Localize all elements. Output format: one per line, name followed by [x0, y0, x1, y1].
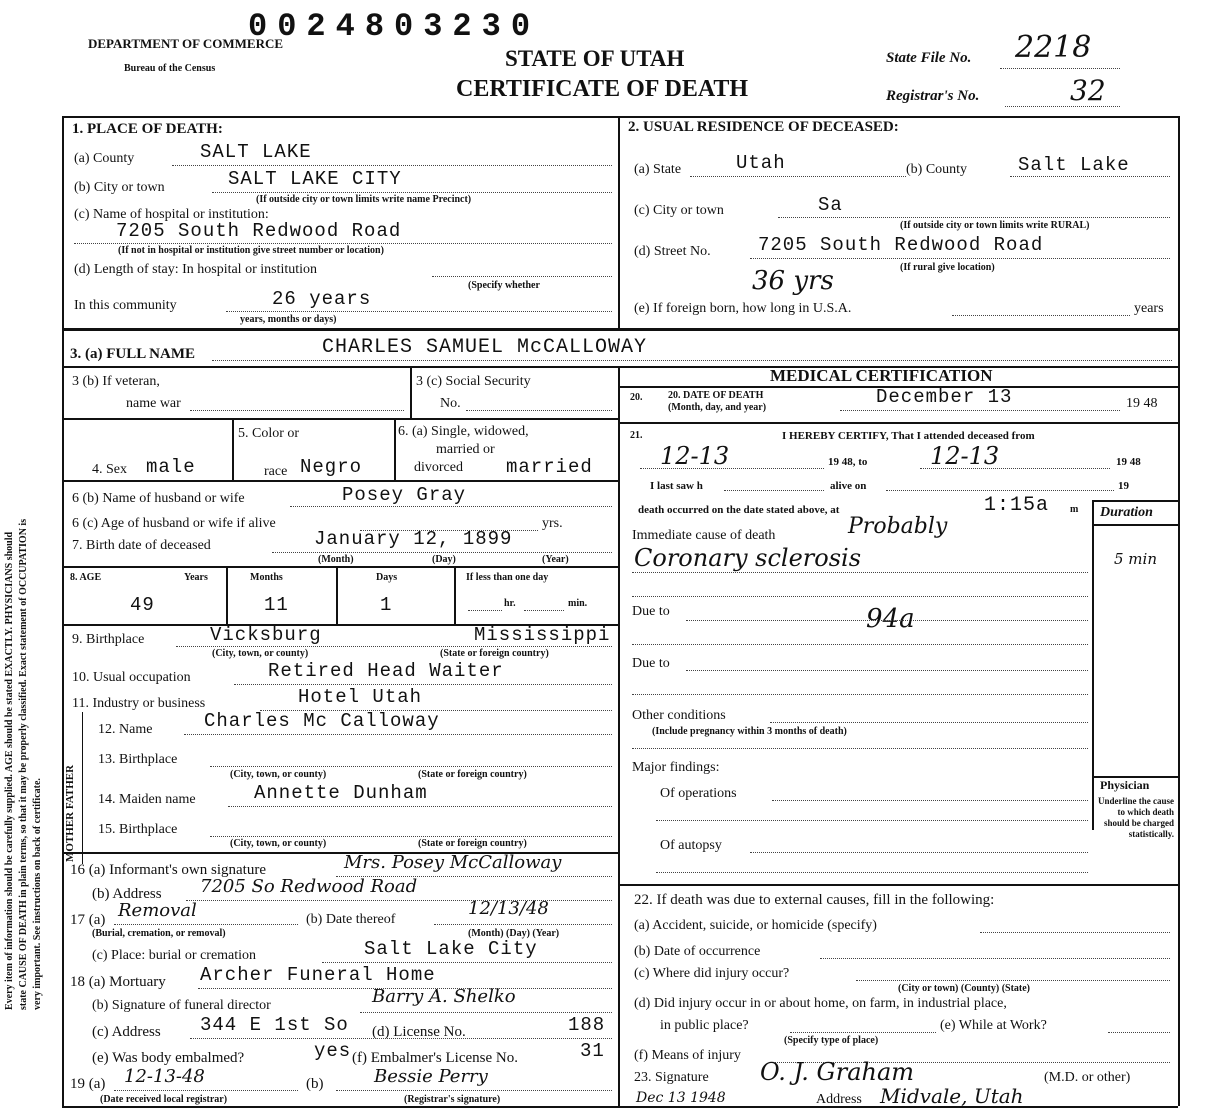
external-f: (f) Means of injury	[634, 1048, 741, 1063]
attended-to-year: 19 48	[1116, 456, 1141, 468]
marital-label-3: divorced	[414, 460, 463, 475]
external-d: (d) Did injury occur in or about home, on farm, in industrial place,	[634, 996, 1007, 1011]
full-name-label: 3. (a) FULL NAME	[70, 346, 195, 362]
signature-address-label: Address	[816, 1092, 862, 1107]
yrs-label: yrs.	[542, 516, 563, 531]
other-conditions-label: Other conditions	[632, 708, 726, 723]
age-less-label: If less than one day	[466, 572, 549, 583]
death-time-m: m	[1070, 504, 1079, 515]
industry-label: 11. Industry or business	[72, 696, 206, 711]
res-street-note: (If rural give location)	[900, 262, 995, 273]
director-signature: Barry A. Shelko	[372, 986, 516, 1007]
veteran-label: 3 (b) If veteran,	[72, 374, 160, 389]
age-label: 8. AGE	[70, 572, 102, 583]
embalmed-label: (e) Was body embalmed?	[92, 1050, 245, 1066]
res-county-value: Salt Lake	[1018, 154, 1130, 176]
physician-note: Underline the cause to which death should be charged statistically.	[1098, 796, 1174, 839]
external-e: (e) While at Work?	[940, 1018, 1047, 1033]
birth-value: January 12, 1899	[314, 528, 513, 550]
stay-label: (d) Length of stay: In hospital or institution	[74, 262, 318, 277]
place-value: Salt Lake City	[364, 938, 538, 960]
birth-year: (Year)	[542, 554, 569, 565]
cause-duration: 5 min	[1114, 550, 1157, 568]
burial-date-note: (Month) (Day) (Year)	[468, 928, 560, 939]
res-county-label: (b) County	[906, 162, 968, 177]
burial-note: (Burial, cremation, or removal)	[92, 928, 226, 939]
mother-maiden: Annette Dunham	[254, 782, 428, 804]
res-city-note: (If outside city or town limits write RURAL)	[900, 220, 1090, 231]
director-label: (b) Signature of funeral director	[92, 998, 271, 1013]
side-instruction-2: state CAUSE OF DEATH in plain terms, so that it may be properly classified. Exact statement of OCCUPATION is	[18, 518, 29, 1010]
age-months: 11	[264, 594, 289, 616]
age-years-label: Years	[184, 572, 208, 583]
age-days-label: Days	[376, 572, 398, 583]
burial-value: Removal	[118, 900, 197, 921]
birth-day: (Day)	[432, 554, 456, 565]
mother-birth-state-note: (State or foreign country)	[418, 838, 527, 849]
dod-num: 20.	[630, 392, 643, 403]
residence-heading: 2. USUAL RESIDENCE OF DECEASED:	[628, 119, 899, 135]
hospital-label: (c) Name of hospital or institution:	[74, 207, 269, 222]
birth-state-note: (State or foreign country)	[440, 648, 549, 659]
state-file-value: 2218	[1015, 30, 1092, 65]
registrar-no-label: Registrar's No.	[886, 88, 980, 104]
ss-label: 3 (c) Social Security	[416, 374, 531, 389]
spouse-label: 6 (b) Name of husband or wife	[72, 491, 245, 506]
attended-from: 12-13	[660, 442, 730, 470]
registrar-sig-label: (b)	[306, 1076, 324, 1092]
full-name-value: CHARLES SAMUEL McCALLOWAY	[322, 336, 648, 359]
external-d2: in public place?	[660, 1018, 749, 1033]
father-birth-label: 13. Birthplace	[98, 752, 178, 767]
age-hr: hr.	[504, 598, 516, 609]
county-label: (a) County	[74, 151, 135, 166]
spouse-age-label: 6 (c) Age of husband or wife if alive	[72, 516, 276, 531]
external-c-note: (City or town) (County) (State)	[898, 983, 1031, 994]
side-instruction-1: Every item of information should be carefully supplied. AGE should be stated EXACTLY. PHYSICIANS should	[4, 531, 15, 1010]
signature-address: Midvale, Utah	[880, 1084, 1024, 1108]
dod-year: 19 48	[1126, 396, 1158, 411]
certify-text: I HEREBY CERTIFY, That I attended deceased from	[782, 430, 1035, 442]
mother-birth-label: 15. Birthplace	[98, 822, 178, 837]
state-title: STATE OF UTAH	[505, 46, 685, 71]
birth-state: Mississippi	[474, 624, 611, 646]
foreign-label: (e) If foreign born, how long in U.S.A.	[634, 301, 852, 316]
external-heading: 22. If death was due to external causes, fill in the following:	[634, 892, 995, 908]
specify-note: (Specify whether	[468, 280, 540, 291]
serial-number: 0024803230	[248, 8, 541, 45]
foreign-note-handwritten: 36 yrs	[752, 266, 834, 296]
external-d-note: (Specify type of place)	[784, 1035, 879, 1046]
father-name-label: 12. Name	[98, 722, 153, 737]
hospital-note: (If not in hospital or institution give street number or location)	[118, 245, 384, 256]
duration-label: Duration	[1100, 505, 1153, 520]
certificate-title: CERTIFICATE OF DEATH	[456, 76, 749, 102]
dod-value: December 13	[876, 386, 1013, 408]
dod-label: 20. DATE OF DEATH	[668, 390, 764, 401]
bureau: Bureau of the Census	[124, 63, 216, 74]
mortuary-label: 18 (a) Mortuary	[70, 974, 166, 990]
birth-city: Vicksburg	[210, 624, 322, 646]
spouse-value: Posey Gray	[342, 484, 467, 506]
attended-to-label: 19 48, to	[828, 456, 868, 468]
occurred-text: death occurred on the date stated above, at	[638, 504, 840, 516]
signature-label: 23. Signature	[634, 1070, 709, 1085]
registrar-sig-note: (Registrar's signature)	[404, 1094, 501, 1105]
marital-label-2: married or	[436, 442, 495, 457]
informant-address-label: (b) Address	[92, 886, 162, 902]
mother-birth-city-note: (City, town, or county)	[230, 838, 327, 849]
received-label: 19 (a)	[70, 1076, 106, 1092]
registrar-no-value: 32	[1070, 74, 1106, 107]
city-note: (If outside city or town limits write name Precinct)	[256, 194, 472, 205]
operations-label: Of operations	[660, 786, 737, 801]
birth-label: 7. Birth date of deceased	[72, 538, 211, 553]
res-city-value: Sa	[818, 194, 843, 216]
occupation-label: 10. Usual occupation	[72, 670, 191, 685]
age-years: 49	[130, 594, 155, 616]
foreign-years: years	[1134, 301, 1164, 316]
res-state-label: (a) State	[634, 162, 682, 177]
external-c: (c) Where did injury occur?	[634, 966, 790, 981]
last-saw: I last saw h	[650, 480, 703, 492]
signature-date: Dec 13 1948	[636, 1090, 726, 1106]
immediate-cause: Coronary sclerosis	[634, 544, 862, 572]
major-findings-label: Major findings:	[632, 760, 720, 775]
alive-year: 19	[1118, 480, 1129, 492]
industry-value: Hotel Utah	[298, 686, 423, 708]
burial-date-label: (b) Date thereof	[306, 912, 396, 927]
parents-side-label: MOTHER FATHER	[64, 764, 76, 862]
city-value: SALT LAKE CITY	[228, 168, 402, 190]
embalmed-value: yes	[314, 1040, 352, 1062]
registrar-signature: Bessie Perry	[374, 1066, 488, 1087]
embalmer-license-value: 31	[580, 1040, 605, 1062]
res-city-label: (c) City or town	[634, 203, 724, 218]
age-min: min.	[568, 598, 588, 609]
birth-month: (Month)	[318, 554, 354, 565]
embalmer-license-label: (f) Embalmer's License No.	[352, 1050, 518, 1066]
race-value: Negro	[300, 456, 363, 478]
place-label: (c) Place: burial or cremation	[92, 948, 257, 963]
father-name: Charles Mc Calloway	[204, 710, 440, 732]
dod-note: (Month, day, and year)	[668, 402, 767, 413]
medical-heading: MEDICAL CERTIFICATION	[770, 366, 993, 385]
certify-num: 21.	[630, 430, 643, 441]
due-to-2-label: Due to	[632, 656, 670, 671]
birth-city-note: (City, town, or county)	[212, 648, 309, 659]
burial-label: 17 (a)	[70, 912, 106, 928]
attended-to: 12-13	[930, 442, 1000, 470]
father-birth-state-note: (State or foreign country)	[418, 769, 527, 780]
license-label: (d) License No.	[372, 1024, 466, 1040]
mortuary-value: Archer Funeral Home	[200, 964, 436, 986]
death-time: 1:15a	[984, 494, 1050, 517]
burial-date: 12/13/48	[468, 898, 549, 919]
race-label: race	[264, 464, 288, 479]
res-street-label: (d) Street No.	[634, 244, 711, 259]
marital-label: 6. (a) Single, widowed,	[398, 424, 529, 439]
license-value: 188	[568, 1014, 606, 1036]
external-b: (b) Date of occurrence	[634, 944, 761, 959]
war-label: name war	[126, 396, 181, 411]
informant-address: 7205 So Redwood Road	[200, 876, 418, 897]
mortuary-address-label: (c) Address	[92, 1024, 161, 1040]
external-a: (a) Accident, suicide, or homicide (specify)	[634, 918, 877, 933]
res-state-value: Utah	[736, 152, 786, 174]
community-note: years, months or days)	[240, 314, 337, 325]
place-of-death-heading: 1. PLACE OF DEATH:	[72, 121, 223, 137]
received-note: (Date received local registrar)	[100, 1094, 228, 1105]
received-value: 12-13-48	[124, 1066, 205, 1087]
age-days: 1	[380, 594, 393, 616]
other-conditions-note: (Include pregnancy within 3 months of death)	[652, 726, 847, 737]
county-value: SALT LAKE	[200, 141, 312, 163]
color-label: 5. Color or	[238, 426, 300, 441]
occupation-value: Retired Head Waiter	[268, 660, 504, 682]
due-to-1-label: Due to	[632, 604, 670, 619]
mortuary-address: 344 E 1st So	[200, 1014, 349, 1036]
informant-label: 16 (a) Informant's own signature	[70, 862, 266, 878]
community-value: 26 years	[272, 288, 372, 310]
department: DEPARTMENT OF COMMERCE	[88, 36, 284, 51]
alive-on: alive on	[830, 480, 867, 492]
res-street-value: 7205 South Redwood Road	[758, 234, 1044, 256]
md-label: (M.D. or other)	[1044, 1070, 1131, 1085]
community-label: In this community	[74, 298, 177, 313]
immediate-cause-probably: Probably	[848, 514, 948, 539]
immediate-cause-label: Immediate cause of death	[632, 528, 776, 543]
side-instruction-3: very important. See instructions on back of certificate.	[32, 778, 43, 1010]
city-label: (b) City or town	[74, 180, 165, 195]
physician-label: Physician	[1100, 778, 1150, 792]
marital-value: married	[506, 456, 593, 478]
sex-value: male	[146, 456, 196, 478]
age-months-label: Months	[250, 572, 283, 583]
physician-signature: O. J. Graham	[760, 1058, 915, 1086]
autopsy-label: Of autopsy	[660, 838, 722, 853]
father-birth-city-note: (City, town, or county)	[230, 769, 327, 780]
hospital-value: 7205 South Redwood Road	[116, 220, 402, 242]
birthplace-label: 9. Birthplace	[72, 632, 145, 647]
due-to-1-value: 94a	[866, 604, 915, 634]
informant-signature: Mrs. Posey McCalloway	[344, 852, 562, 873]
mother-maiden-label: 14. Maiden name	[98, 792, 196, 807]
state-file-label: State File No.	[886, 50, 972, 66]
ss-no: No.	[440, 396, 461, 411]
sex-label: 4. Sex	[92, 462, 127, 477]
